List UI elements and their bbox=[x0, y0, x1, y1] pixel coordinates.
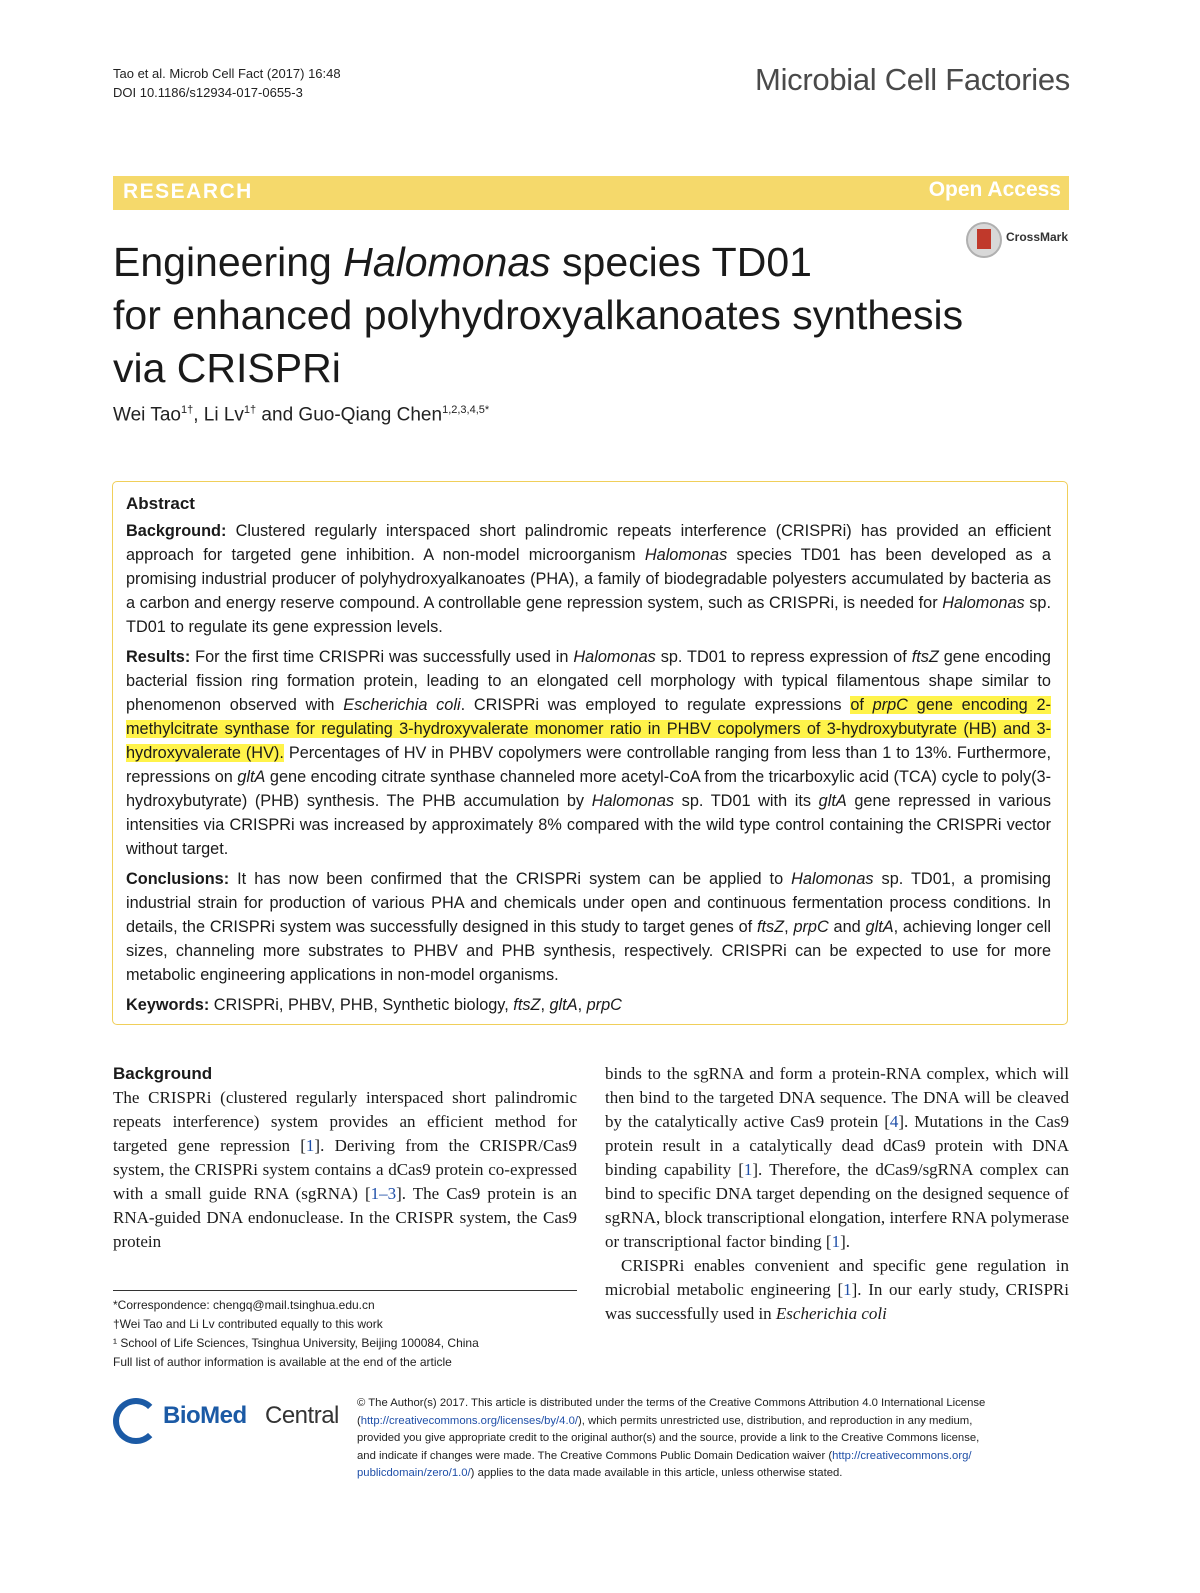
abstract-results: Results: For the first time CRISPRi was successfully used in Halomonas sp. TD01 to repress expression of ftsZ gene encoding bacterial fission ring formation protein, leading to an elongated cell morphology with typical filamentous shape similar to phenomenon observed with Escherichia coli. CRISPRi was employed to regulate expressions of prpC gene encoding 2-methylcitrate synthase for regulating 3-hydroxyvalerate monomer ratio in PHBV copolymers of 3-hydroxybutyrate (HB) and 3-hydroxyvalerate (HV). Percentages of HV in PHBV copolymers were controllable ranging from less than 1 to 13%. Furthermore, repressions on gltA gene encoding citrate synthase channeled more acetyl-CoA from the tricarboxylic acid (TCA) cycle to poly(3-hydroxybutyrate) (PHB) synthesis. The PHB accumulation by Halomonas sp. TD01 with its gltA gene repressed in various intensities via CRISPRi was increased by approximately 8% compared with the wild type control containing the CRISPRi vector without target. bbox=[126, 648, 1051, 858]
abstract-keywords: Keywords: CRISPRi, PHBV, PHB, Synthetic biology, ftsZ, gltA, prpC bbox=[126, 996, 622, 1014]
body-paragraph: binds to the sgRNA and form a protein-RNA complex, which will then bind to the targeted DNA sequence. The DNA will be cleaved by the catalytically active Cas9 protein [4]. Mutations in the Cas9 protein result in a catalytically dead dCas9 protein with DNA binding capability [1]. Therefore, the dCas9/sgRNA complex can bind to specific DNA target depending on the designed sequence of sgRNA, block transcriptional elongation, interfere RNA polymerase or transcriptional factor binding [1]. bbox=[605, 1064, 1069, 1251]
body-left-column bbox=[113, 1062, 577, 1254]
citation-link[interactable]: 4 bbox=[889, 1112, 899, 1131]
affiliation-note: ¹ School of Life Sciences, Tsinghua University, Beijing 100084, China bbox=[113, 1336, 479, 1350]
public-domain-link[interactable]: http://creativecommons.org/ bbox=[832, 1449, 972, 1462]
biomed-central-logo: BioMed Central bbox=[113, 1396, 343, 1446]
author-name[interactable]: Guo‑Qiang Chen bbox=[298, 404, 443, 426]
license-link[interactable]: http://creativecommons.org/licenses/by/4.0/ bbox=[360, 1414, 579, 1427]
article-title: Engineering Halomonas species TD01 for enhanced polyhydroxyalkanoates synthesis via CRISPRi bbox=[113, 239, 964, 391]
crossmark-text: CrossMark bbox=[1006, 230, 1069, 244]
biomed-ring-icon bbox=[113, 1398, 159, 1444]
abstract-background: Background: Clustered regularly interspaced short palindromic repeats interference (CRISPRi) has provided an efficient approach for targeted gene inhibition. A non-model microorganism Halomonas species TD01 has been developed as a promising industrial producer of polyhydroxyalkanoates (PHA), a family of biodegradable polyesters accumulated by bacteria as a carbon and energy reserve compound. A controllable gene repression system, such as CRISPRi, is needed for Halomonas sp. TD01 to regulate its gene expression levels. bbox=[126, 522, 1051, 636]
article-type-band bbox=[113, 176, 1069, 210]
footnotes bbox=[113, 1296, 583, 1372]
author-name[interactable]: Wei Tao bbox=[113, 404, 181, 426]
footnote-divider bbox=[113, 1290, 577, 1291]
citation-link[interactable]: 1 bbox=[843, 1280, 852, 1299]
author-name[interactable]: Li Lv bbox=[203, 404, 244, 426]
citation-link[interactable]: 1 bbox=[831, 1232, 841, 1251]
author-info-note: Full list of author information is available at the end of the article bbox=[113, 1355, 452, 1369]
abstract-conclusions: Conclusions: It has now been confirmed that the CRISPRi system can be applied to Halomonas sp. TD01, a promising industrial strain for production of various PHA and chemicals under open and continuous fermentation process conditions. In details, the CRISPRi system was successfully designed in this study to target genes of ftsZ, prpC and gltA, achieving longer cell sizes, channeling more substrates to PHBV and PHB synthesis, respectively. CRISPRi can be expected to use for more metabolic engineering applications in non-model organisms. bbox=[126, 870, 1051, 984]
public-domain-link[interactable]: publicdomain/zero/1.0/ bbox=[357, 1467, 471, 1479]
citation-link[interactable]: 1 bbox=[305, 1136, 315, 1155]
article-type-label: RESEARCH bbox=[123, 180, 253, 203]
body-right-column bbox=[605, 1062, 1069, 1326]
citation-link[interactable]: 1 bbox=[743, 1160, 753, 1179]
title-species: Halomonas bbox=[343, 239, 551, 285]
body-paragraph: CRISPRi enables convenient and specific gene regulation in microbial metabolic engineering [1]. In our early study, CRISPRi was successfully used in Escherichia coli bbox=[605, 1256, 1069, 1323]
doi-line[interactable]: DOI 10.1186/s12934-017-0655-3 bbox=[113, 85, 303, 100]
citation-line: Tao et al. Microb Cell Fact (2017) 16:48 bbox=[113, 66, 341, 81]
body-paragraph: The CRISPRi (clustered regularly interspaced short palindromic repeats interference) system provides an efficient method for targeted gene repression [1]. Deriving from the CRISPR/Cas9 system, the CRISPRi system contains a dCas9 protein co-expressed with a small guide RNA (sgRNA) [1–3]. The Cas9 protein is an RNA-guided DNA endonuclease. In the CRISPR system, the Cas9 protein bbox=[113, 1088, 577, 1251]
correspondence-note[interactable]: *Correspondence: chengq@mail.tsinghua.edu.cn bbox=[113, 1298, 375, 1312]
section-heading-background: Background bbox=[113, 1064, 213, 1083]
highlighted-text: of prpC gene encoding 2-methylcitrate synthase for regulating 3-hydroxyvalerate monomer ratio in PHBV copolymers of 3-hydroxybutyrate (HB) and 3-hydroxyvalerate (HV). bbox=[126, 696, 1051, 762]
author-list: Wei Tao$^{1\dagger}$, Li $Lv^{1\dagger}$ and Guo‑Qiang Chen$^{1,2,3,4,5*}$ bbox=[113, 404, 490, 426]
open-access-label: Open Access bbox=[928, 178, 1061, 201]
citation-link[interactable]: 1–3 bbox=[370, 1184, 397, 1203]
abstract-heading: Abstract bbox=[126, 494, 195, 513]
journal-name: Microbial Cell Factories bbox=[755, 62, 1070, 97]
abstract-box bbox=[112, 481, 1068, 1025]
equal-contribution-note: †Wei Tao and Li Lv contributed equally to this work bbox=[113, 1317, 383, 1331]
license-text: © The Author(s) 2017. This article is distributed under the terms of the Creative Commons Attribution 4.0 International License (http://creativecommons.org/licenses/by/4.0/), which permits unrestricted use, distribution, and reproduction in any medium, provided you give appropriate credit to the original author(s) and the source, provide a link to the Creative Commons license, and indicate if changes were made. The Creative Commons Public Domain Dedication waiver (http://creativecommons.org/ publicdomain/zero/1.0/) applies to the data made available in this article, unless otherwise stated. bbox=[357, 1397, 986, 1479]
